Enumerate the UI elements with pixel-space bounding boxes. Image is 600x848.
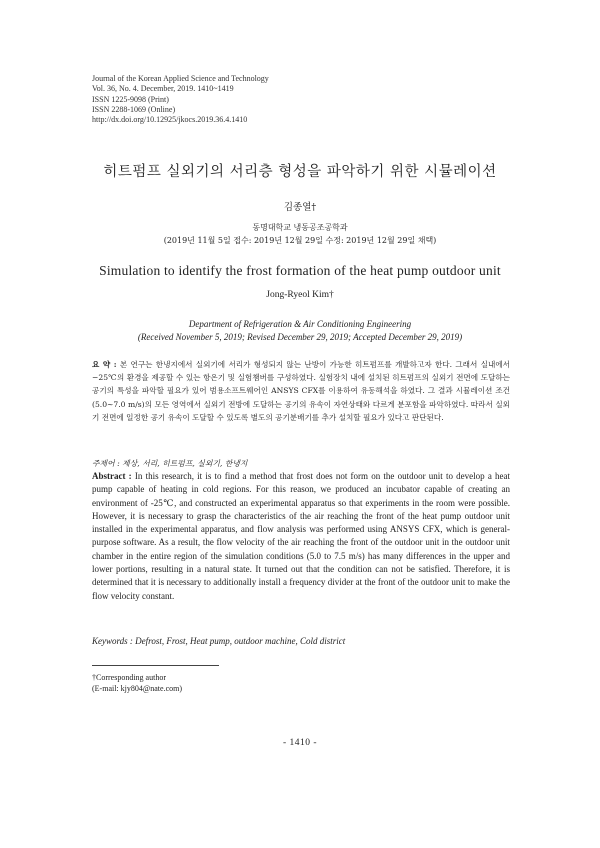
footnote-divider <box>92 665 219 666</box>
english-author: Jong-Ryeol Kim† <box>266 290 334 300</box>
footnote-email: (E-mail: kjy804@nate.com) <box>92 684 183 693</box>
korean-abstract-label: 요 약 : <box>92 360 117 369</box>
footnote-corresponding: †Corresponding author <box>92 673 166 682</box>
issn-print: ISSN 1225-9098 (Print) <box>92 94 169 104</box>
korean-affiliation-block <box>0 221 600 247</box>
footnote <box>92 672 182 694</box>
korean-abstract <box>92 358 510 424</box>
journal-name: Journal of the Korean Applied Science and Technology <box>92 74 269 83</box>
page-number: - 1410 - <box>282 738 318 748</box>
english-abstract-label: Abstract : <box>92 471 132 481</box>
korean-title: 히트펌프 실외기의 서리층 형성을 파악하기 위한 시뮬레이션 <box>103 164 497 180</box>
korean-abstract-text: 본 연구는 한냉지에서 실외기에 서리가 형성되지 않는 난방이 가능한 히트펌프를 개발하고자 한다. 그래서 실내에서 −25℃의 환경을 제공할 수 있는 항온기 및 실험챔버를 구성하였다. 실험장치 내에 설치된 히트펌프의 실외기 전면에 도달하는 공기의 특성을 파악할 필요가 있어 범용소프트웨어인 ANSYS CFX를 이용하여 유동해석을 하였다. 그 결과 시뮬레이션 조건(5.0∼7.0 m/s)의 모든 영역에서 실외기 전방에 도달하는 공기의 유속이 자연상태와 다르게 분포함을 파악하였다. 따라서 실외기 전면에 일정한 공기 유속이 도달할 수 있도록 별도의 공기분배기를 추가 설치할 필요가 있다고 판단된다. <box>92 360 510 422</box>
english-affiliation: Department of Refrigeration & Air Conditioning Engineering <box>188 319 412 329</box>
korean-keywords: 주제어 : 제상, 서리, 히트펌프, 실외기, 한냉지 <box>92 459 248 468</box>
english-title: Simulation to identify the frost formation of the heat pump outdoor unit <box>99 263 501 278</box>
korean-author: 김종열† <box>283 202 317 213</box>
journal-volume: Vol. 36, No. 4. December, 2019. 1410~1419 <box>92 84 234 94</box>
english-affiliation-block <box>0 318 600 343</box>
korean-affiliation: 동명대학교 냉동공조공학과 <box>252 223 348 232</box>
issn-online: ISSN 2288-1069 (Online) <box>92 104 176 114</box>
english-abstract-text: In this research, it is to find a method that frost does not form on the outdoor unit to develop a heat pump capable of heating in cold regions. For this reason, we produced an incubator capable of creating an environment of -25℃, and constructed an experimental apparatus so that experiments in the room were possible. However, it is necessary to grasp the characteristics of the air reaching the front of the heat pump outdoor unit installed in the experimental apparatus, and flow analysis was performed using ANSYS CFX, which is general-purpose software. As a result, the flow velocity of the air reaching the front of the outdoor unit in the outdoor unit chamber in the entire region of the simulation conditions (5.0 to 7.5 m/s) has many differences in the upper and lower portions, resulting in a natural state. It turned out that the condition can not be satisfied. Therefore, it is determined that it is necessary to additionally install a frequency divider at the front of the outdoor unit to make the flow velocity constant. <box>92 471 511 601</box>
doi-link[interactable]: http://dx.doi.org/10.12925/jkocs.2019.36.4.1410 <box>92 115 248 125</box>
english-abstract <box>92 470 510 603</box>
korean-dates: (2019년 11월 5일 접수: 2019년 12월 29일 수정: 2019년 12월 29일 채택) <box>163 236 437 245</box>
english-keywords: Keywords : Defrost, Frost, Heat pump, outdoor machine, Cold district <box>92 636 346 646</box>
journal-header <box>92 74 269 125</box>
english-dates: (Received November 5, 2019; Revised December 29, 2019; Accepted December 29, 2019) <box>137 331 463 342</box>
